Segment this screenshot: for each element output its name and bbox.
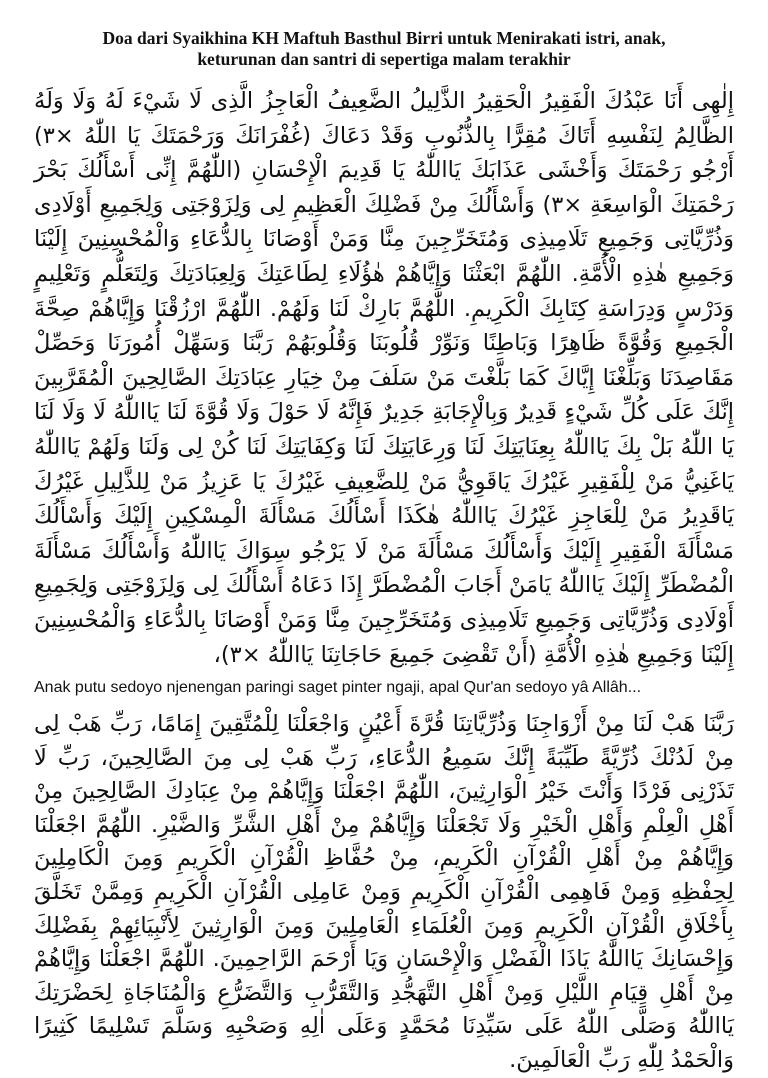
prayer-paragraph-1: إِلٰهِى أَنَا عَبْدُكَ الْفَقِيرُ الْحَقِيرُ الذَّلِيلُ الضَّعِيفُ الْعَاجِزُ الَّذِى لَا شَيْءَ لَهُ وَلَا وَلَهُ الظَّالِمُ لِنَفْسِهِ أَتَاكَ مُقِرًّا بِالذُّنُوبِ وَقَدْ دَعَاكَ (غُفْرَانَكَ وَرَحْمَتَكَ يَا اللّٰهُ ×٣) أَرْجُو رَحْمَتَكَ وَأَخْشَى عَذَابَكَ يَااللّٰهُ يَا قَدِيمَ الْإِحْسَانِ (اللّٰهُمَّ إِنِّى أَسْأَلُكَ بَحْرَ رَحْمَتِكَ الْوَاسِعَةِ ×٣) وَأَسْأَلُكَ مِنْ فَضْلِكَ الْعَظِيمِ لِى وَلِزَوْجَتِى وَلِجَمِيعِ أَوْلَادِى وَذُرِّيَّاتِى وَجَمِيعِ تَلَامِيذِى وَمُتَخَرِّجِينَ مِنَّا وَمَنْ أَوْصَانَا بِالدُّعَاءِ وَالْمُحْسِنِينَ إِلَيْنَا وَجَمِيعِ هٰذِهِ الْأُمَّةِ. اللّٰهُمَّ ابْعَثْنَا وَإِيَّاهُمْ هٰؤُلَاءِ لِطَاعَتِكَ وَلِعِبَادَتِكَ وَلِتَعَلُّمٍ وَتَعْلِيمٍ وَدَرْسٍ وَدِرَاسَةِ كِتَابِكَ الْكَرِيمِ. اللّٰهُمَّ بَارِكْ لَنَا وَلَهُمْ. اللّٰهُمَّ ارْزُقْنَا وَإِيَّاهُمْ صِحَّةَ الْجَمِيعِ وَقُوَّةً ظَاهِرًا وَبَاطِنًا وَنَوِّرْ قُلُوبَنَا وَقُلُوبَهُمْ رَبَّنَا وَسَهِّلْ أُمُورَنَا وَحَصِّلْ مَقَاصِدَنَا وَبَلِّغْنَا إِيَّاكَ كَمَا بَلَّغْتَ مَنْ سَلَفَ مِنْ خِيَارِ عِبَادَتِكَ الصَّالِحِينَ الْمُقَرَّبِينَ إِنَّكَ عَلَى كُلِّ شَيْءٍ قَدِيرٌ وَبِالْإِجَابَةِ جَدِيرٌ فَإِنَّهُ لَا حَوْلَ وَلَا قُوَّةَ لَنَا يَااللّٰهُ لَا وَلَا لَنَا يَا اللّٰهُ بَلْ بِكَ يَااللّٰهُ بِعِنَايَتِكَ لَنَا وَرِعَايَتِكَ لَنَا وَكِفَايَتِكَ لَنَا كُنْ لِى وَلَنَا وَلَهُمْ يَااللّٰهُ يَاغَنِيُّ مَنْ لِلْفَقِيرِ غَيْرُكَ يَاقَوِيُّ مَنْ لِلضَّعِيفِ غَيْرُكَ يَا عَزِيزُ مَنْ لِلذَّلِيلِ غَيْرُكَ يَاقَدِيرُ مَنْ لِلْعَاجِزِ غَيْرُكَ يَااللّٰهُ هٰكَذَا أَسْأَلُكَ مَسْأَلَةَ الْمِسْكِينِ إِلَيْكَ وَأَسْأَلُكَ مَسْأَلَةَ الْفَقِيرِ إِلَيْكَ وَأَسْأَلُكَ مَسْأَلَةَ مَنْ لَا يَرْجُو سِوَاكَ يَااللّٰهُ وَأَسْأَلُكَ مَسْأَلَةَ الْمُضْطَرِّ إِلَيْكَ يَااللّٰهُ يَامَنْ أَجَابَ الْمُضْطَرَّ إِذَا دَعَاهُ أَسْأَلُكَ لِى وَلِزَوْجَتِى وَلِجَمِيعِ أَوْلَادِى وَذُرِّيَّاتِى وَجَمِيعِ تَلَامِيذِى وَمُتَخَرِّجِينَ مِنَّا وَمَنْ أَوْصَانَا بِالدُّعَاءِ وَالْمُحْسِنِينَ إِلَيْنَا وَجَمِيعِ هٰذِهِ الْأُمَّةِ (أَنْ تَقْضِىَ جَمِيعَ حَاجَاتِنَا يَااللّٰهُ ×٣)،: [34, 88, 734, 668]
prayer-paragraph-2: رَبَّنَا هَبْ لَنَا مِنْ أَزْوَاجِنَا وَذُرِّيَّاتِنَا قُرَّةَ أَعْيُنٍ وَاجْعَلْنَا لِلْمُتَّقِينَ إِمَامًا، رَبِّ هَبْ لِى مِنْ لَدُنْكَ ذُرِّيَّةً طَيِّبَةً إِنَّكَ سَمِيعُ الدُّعَاءِ، رَبِّ هَبْ لِى مِنَ الصَّالِحِينَ، رَبِّ لَا تَذَرْنِى فَرْدًا وَأَنْتَ خَيْرُ الْوَارِثِينَ، اللّٰهُمَّ اجْعَلْنَا وَإِيَّاهُمْ مِنْ عِبَادِكَ الصَّالِحِينَ مِنْ أَهْلِ الْعِلْمِ وَأَهْلِ الْخَيْرِ وَلَا تَجْعَلْنَا وَإِيَّاهُمْ مِنْ أَهْلِ الشَّرِّ وَالضَّيْرِ. اللّٰهُمَّ اجْعَلْنَا وَإِيَّاهُمْ مِنْ أَهْلِ الْقُرْآنِ الْكَرِيمِ، مِنْ حُفَّاظِ الْقُرْآنِ الْكَرِيمِ وَمِنَ الْكَامِلِينَ لِحِفْظِهِ وَمِنْ فَاهِمِى الْقُرْآنِ الْكَرِيمِ وَمِنْ عَامِلِى الْقُرْآنِ الْكَرِيمِ وَمِمَّنْ تَخَلَّقَ بِأَخْلَاقِ الْقُرْآنِ الْكَرِيمِ وَمِنَ الْعُلَمَاءِ الْعَامِلِينَ وَمِنَ الْوَارِثِينَ لِأَنْبِيَائِهِمْ بِفَضْلِكَ وَإِحْسَانِكَ يَااللّٰهُ يَاذَا الْفَضْلِ وَالْإِحْسَانِ وَيَا أَرْحَمَ الرَّاحِمِينَ. اللّٰهُمَّ اجْعَلْنَا وَإِيَّاهُمْ مِنْ أَهْلِ قِيَامِ اللَّيْلِ وَمِنْ أَهْلِ التَّهَجُّدِ وَالتَّقَرُّبِ وَالتَّضَرُّعِ وَالْمُنَاجَاةِ لِحَضْرَتِكَ يَااللّٰهُ وَصَلَّى اللّٰهُ عَلَى سَيِّدِنَا مُحَمَّدٍ وَعَلَى اٰلِهِ وَصَحْبِهِ وَسَلَّمَ تَسْلِيمًا كَثِيرًا وَالْحَمْدُ لِلّٰهِ رَبِّ الْعَالَمِينَ.: [34, 711, 734, 1074]
title-line-2: keturunan dan santri di sepertiga malam terakhir: [197, 49, 571, 69]
title-line-1: Doa dari Syaikhina KH Maftuh Basthul Birri untuk Menirakati istri, anak,: [102, 28, 666, 48]
document-title: [34, 28, 734, 70]
section-subheading: Anak putu sedoyo njenengan paringi saget pinter ngaji, apal Qur'an sedoyo yâ Allâh...: [34, 679, 642, 697]
